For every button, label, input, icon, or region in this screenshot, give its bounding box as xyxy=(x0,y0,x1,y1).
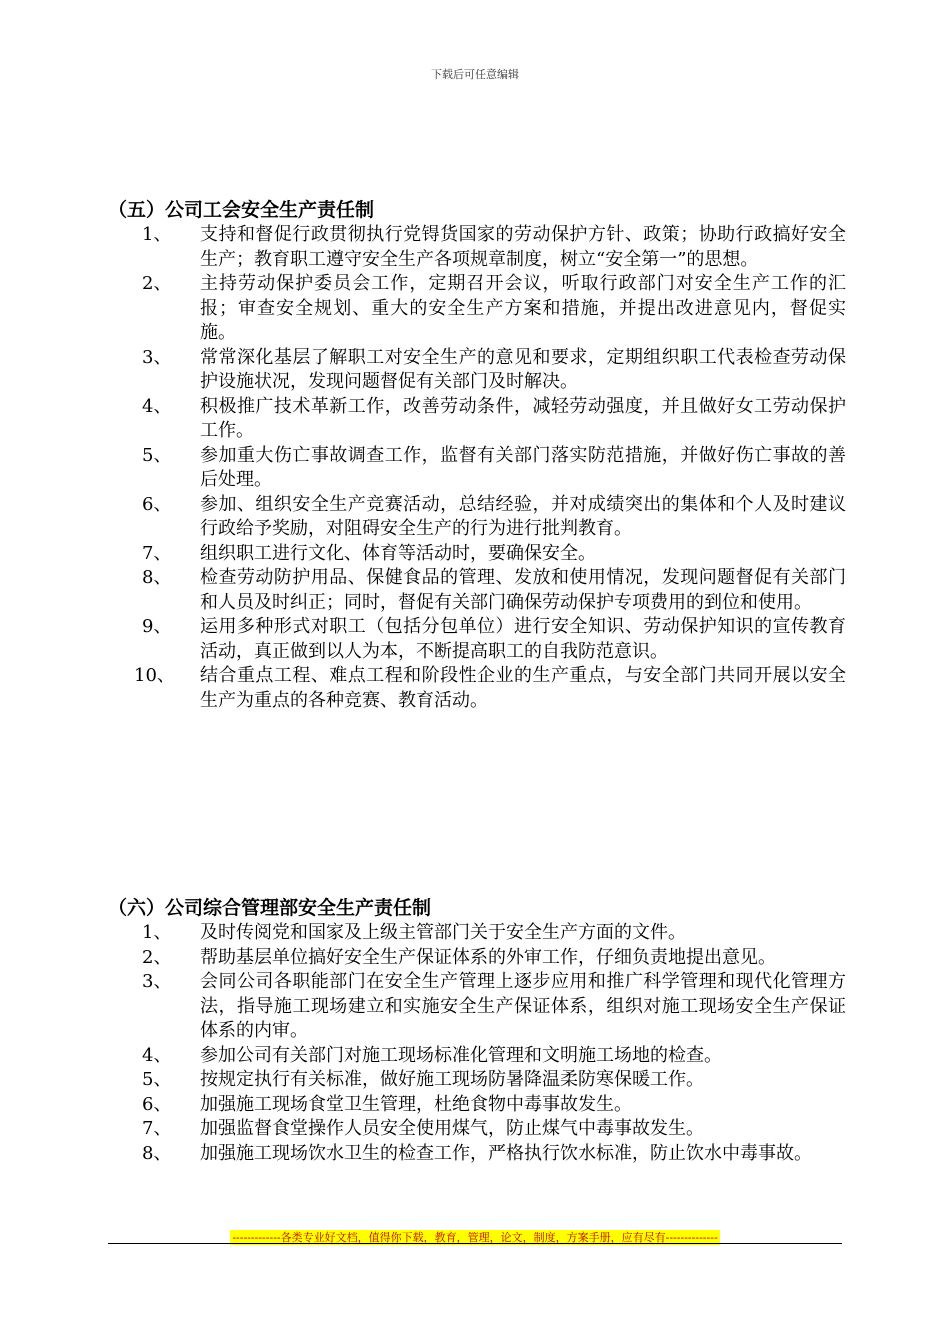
list-item xyxy=(108,272,848,346)
item-number: 3、 xyxy=(142,346,172,368)
item-text: 主持劳动保护委员会工作，定期召开会议，听取行政部门对安全生产工作的汇报；审查安全规划、重大的安全生产方案和措施，并提出改进意见内，督促实施。 xyxy=(200,273,846,343)
item-list xyxy=(108,921,848,1166)
item-number: 6、 xyxy=(142,1093,172,1115)
list-item xyxy=(108,223,848,272)
item-text: 会同公司各职能部门在安全生产管理上逐步应用和推广科学管理和现代化管理方法，指导施工现场建立和实施安全生产保证体系，组织对施工现场安全生产保证体系的内审。 xyxy=(200,971,846,1041)
list-item xyxy=(108,566,848,615)
item-number: 5、 xyxy=(142,444,172,466)
item-text: 参加重大伤亡事故调查工作，监督有关部门落实防范措施，并做好伤亡事故的善后处理。 xyxy=(200,444,846,490)
item-text: 按规定执行有关标准，做好施工现场防暑降温柔防寒保暖工作。 xyxy=(200,1069,704,1090)
footer-divider xyxy=(108,1243,842,1244)
item-text: 及时传阅党和国家及上级主管部门关于安全生产方面的文件。 xyxy=(200,922,686,943)
list-item xyxy=(108,1093,848,1118)
item-text: 帮助基层单位搞好安全生产保证体系的外审工作，仔细负责地提出意见。 xyxy=(200,946,776,968)
item-number: 8、 xyxy=(142,567,172,588)
section-admin-safety xyxy=(108,896,848,1166)
item-text: 参加公司有关部门对施工现场标准化管理和文明施工场地的检查。 xyxy=(200,1044,722,1066)
list-item xyxy=(108,970,848,1044)
item-number: 2、 xyxy=(142,946,172,968)
item-number: 2、 xyxy=(142,273,172,294)
item-number: 4、 xyxy=(142,1044,172,1066)
item-text: 组织职工进行文化、体育等活动时，要确保安全。 xyxy=(200,542,596,564)
item-number: 6、 xyxy=(142,493,172,515)
item-text: 结合重点工程、难点工程和阶段性企业的生产重点，与安全部门共同开展以安全生产为重点的各种竞赛、教育活动。 xyxy=(200,665,846,711)
section-title: （五）公司工会安全生产责任制 xyxy=(108,199,375,221)
item-number: 1、 xyxy=(142,224,172,245)
list-item xyxy=(108,921,848,946)
item-text: 参加、组织安全生产竞赛活动，总结经验，并对成绩突出的集体和个人及时建议行政给予奖励，对阻碍安全生产的行为进行批判教育。 xyxy=(200,493,846,539)
item-text: 检查劳动防护用品、保健食品的管理、发放和使用情况，发现问题督促有关部门和人员及时纠正；同时，督促有关部门确保劳动保护专项费用的到位和使用。 xyxy=(200,567,846,613)
list-item xyxy=(108,542,848,567)
item-text: 积极推广技术革新工作，改善劳动条件，减轻劳动强度，并且做好女工劳动保护工作。 xyxy=(200,395,846,441)
item-number: 4、 xyxy=(142,395,172,417)
list-item xyxy=(108,444,848,493)
list-item xyxy=(108,1068,848,1093)
list-item xyxy=(108,1142,848,1167)
list-item xyxy=(108,346,848,395)
list-item xyxy=(108,1044,848,1069)
item-list xyxy=(108,223,848,713)
list-item xyxy=(108,615,848,664)
item-number: 5、 xyxy=(142,1069,172,1090)
item-text: 加强施工现场食堂卫生管理，杜绝食物中毒事故发生。 xyxy=(200,1093,632,1115)
item-text: 加强施工现场饮水卫生的检查工作，严格执行饮水标准，防止饮水中毒事故。 xyxy=(200,1142,812,1164)
list-item xyxy=(108,493,848,542)
item-text: 常常深化基层了解职工对安全生产的意见和要求，定期组织职工代表检查劳动保护设施状况，发现问题督促有关部门及时解决。 xyxy=(200,346,846,392)
item-text: 运用多种形式对职工（包括分包单位）进行安全知识、劳动保护知识的宣传教育活动，真正做到以人为本，不断提高职工的自我防范意识。 xyxy=(200,616,846,662)
list-item xyxy=(108,664,848,713)
item-number: 7、 xyxy=(142,542,172,564)
item-number: 9、 xyxy=(142,616,172,637)
item-text: 加强监督食堂操作人员安全使用煤气，防止煤气中毒事故发生。 xyxy=(200,1118,704,1139)
item-text: 支持和督促行政贯彻执行党锝货国家的劳动保护方针、政策；协助行政搞好安全生产；教育职工遵守安全生产各项规章制度，树立“安全第一”的思想。 xyxy=(200,224,846,270)
item-number: 8、 xyxy=(142,1142,172,1164)
item-number: 10、 xyxy=(134,665,175,686)
list-item xyxy=(108,1117,848,1142)
section-title: （六）公司综合管理部安全生产责任制 xyxy=(108,897,432,919)
list-item xyxy=(108,395,848,444)
header-note: 下载后可任意编辑 xyxy=(431,68,519,81)
section-union-safety xyxy=(108,198,848,713)
list-item xyxy=(108,946,848,971)
footer-banner-text: -------------各类专业好文档，值得你下载，教育，管理，论文，制度，方案手册，应有尽有-------------- xyxy=(232,1231,718,1244)
item-number: 7、 xyxy=(142,1118,172,1139)
item-number: 3、 xyxy=(142,971,172,992)
item-number: 1、 xyxy=(142,922,172,943)
